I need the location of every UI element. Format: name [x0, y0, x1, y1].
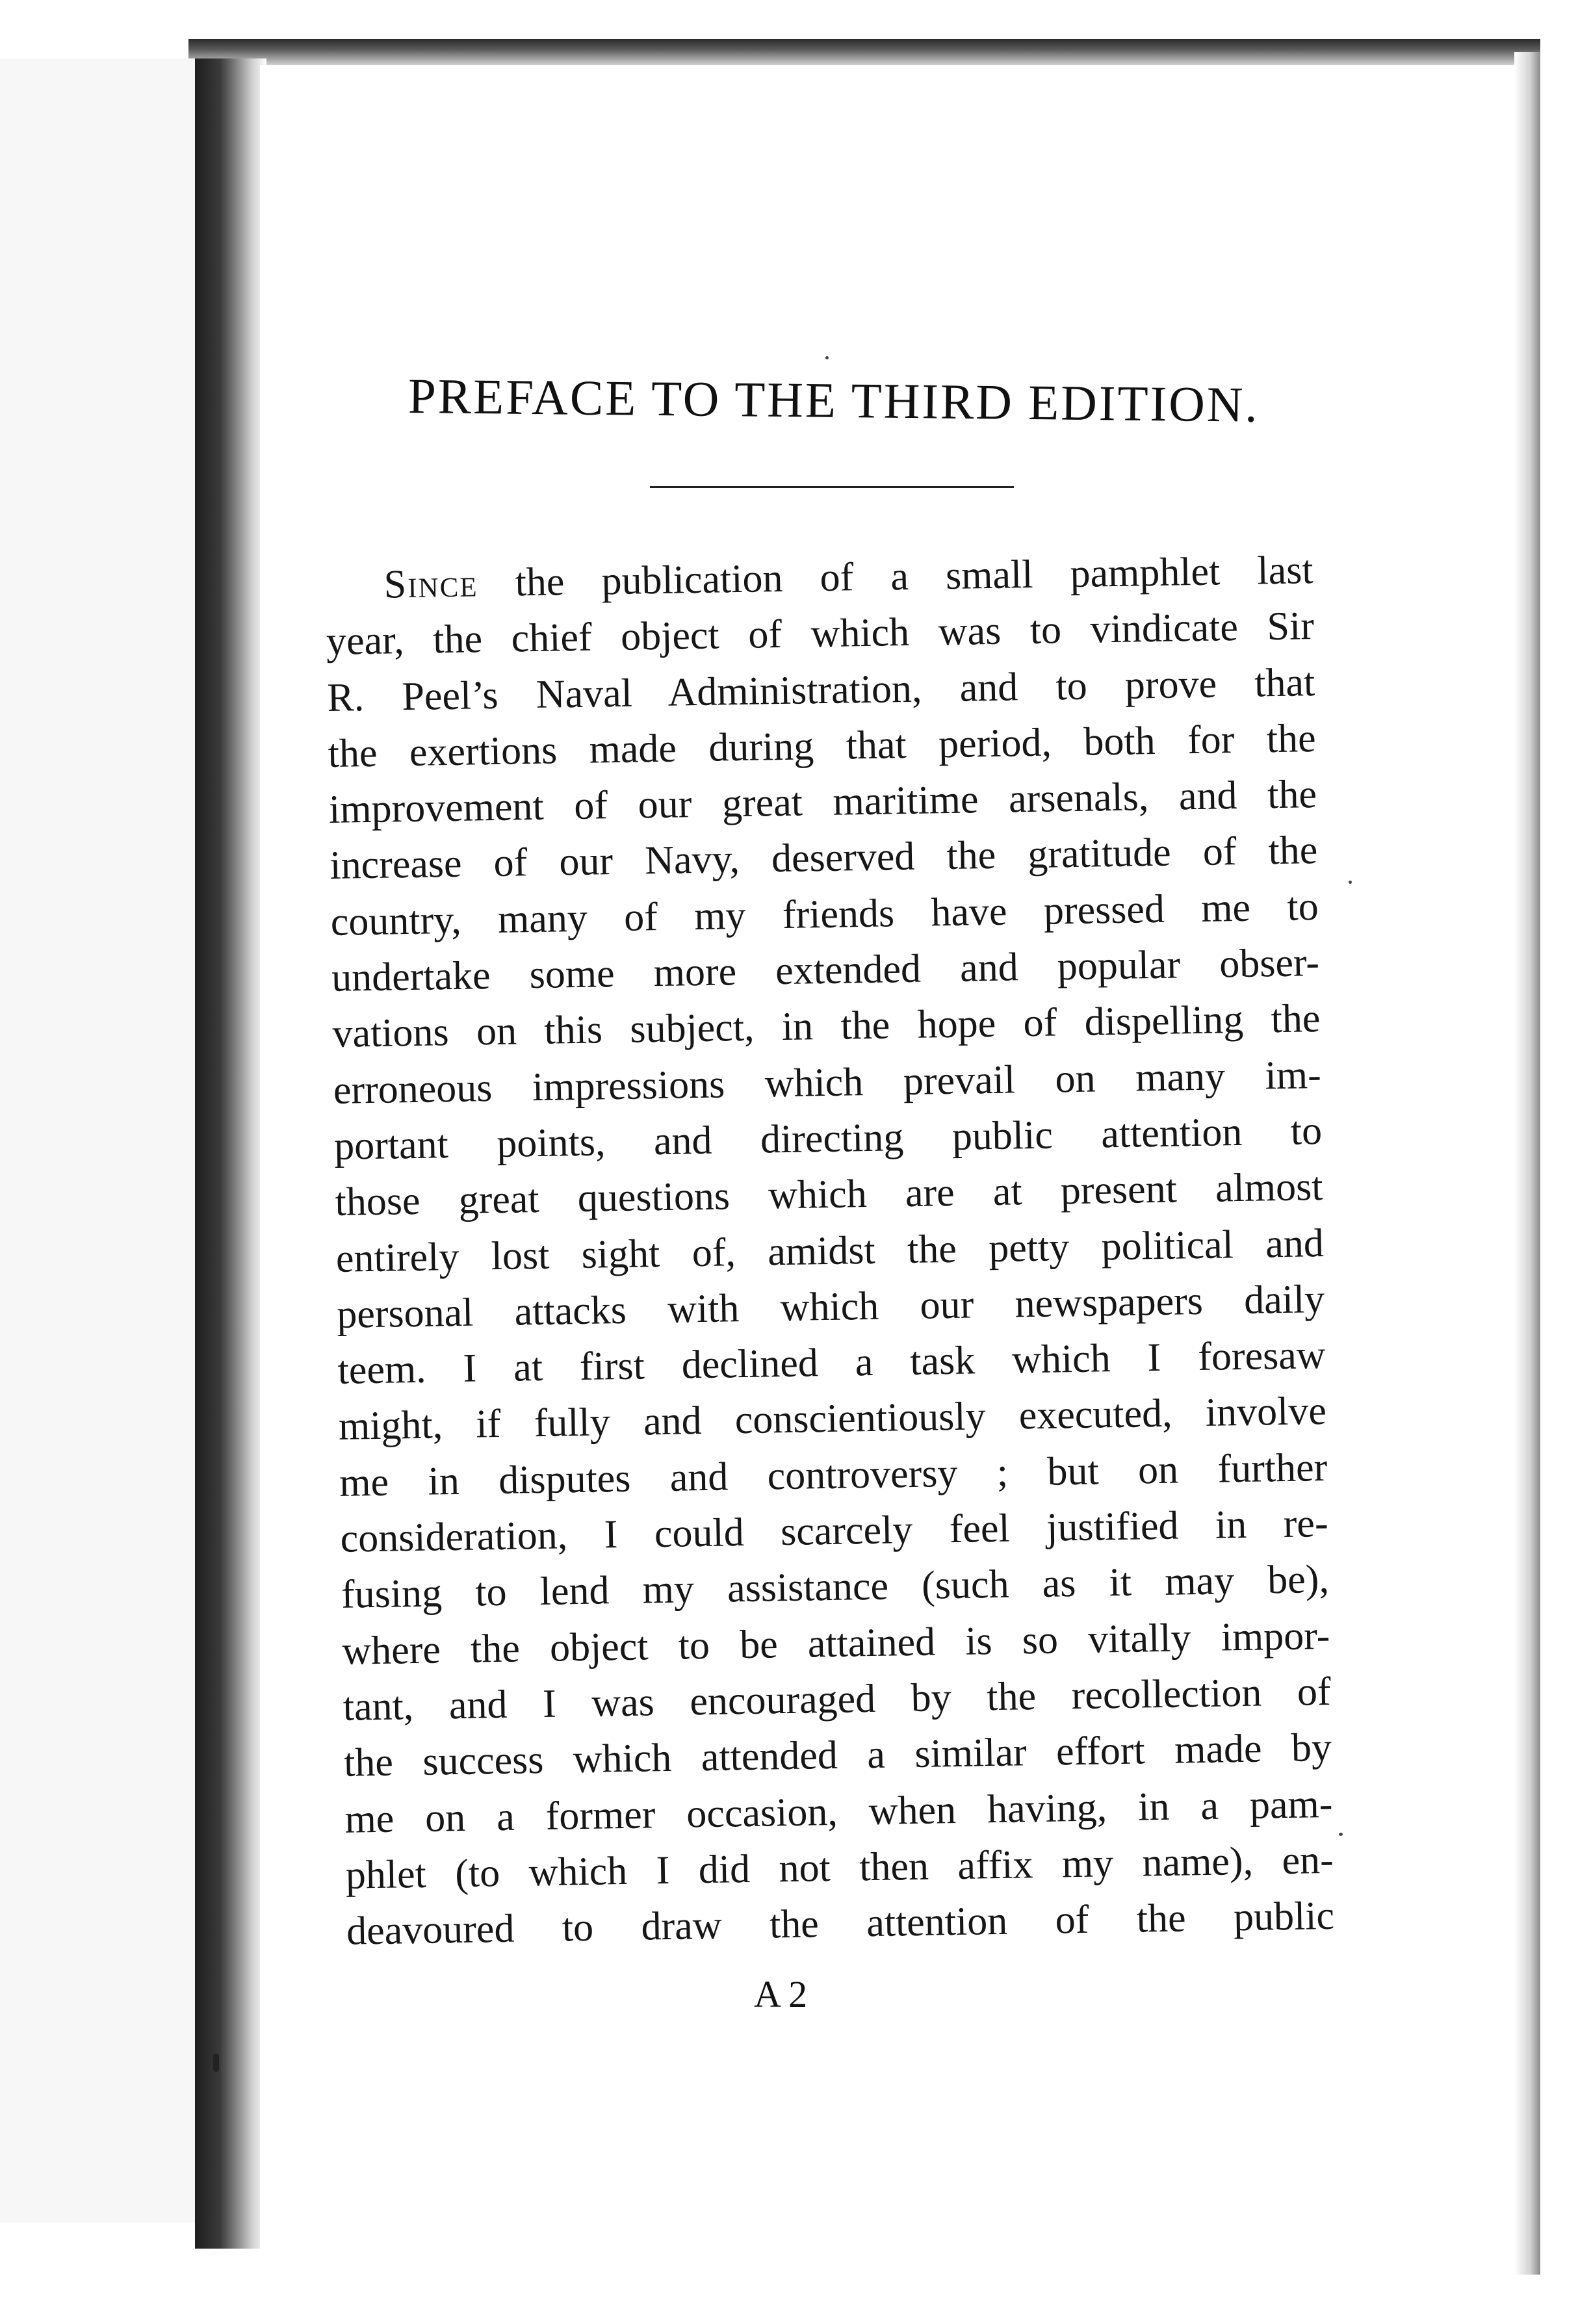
text-line-24: phlet (to which I did not then affix my name), en- [345, 1837, 1334, 1898]
text-line-4: the exertions made during that period, both for the [328, 716, 1317, 776]
paper-speck [825, 356, 829, 359]
line-text: the publication of a small pamphlet last [515, 548, 1314, 605]
text-line-5: improvement of our great maritime arsenals, and the [328, 772, 1317, 833]
text-line-14: personal attacks with which our newspapers daily [336, 1276, 1325, 1337]
printer-signature-mark: A 2 [754, 1973, 808, 2015]
text-line-2: year, the chief object of which was to vindicate Sir [326, 604, 1315, 664]
body-paragraph [325, 542, 1335, 1959]
text-line-12: those great questions which are at present almost [335, 1165, 1323, 1225]
text-line-23: me on a former occasion, when having, in a pam- [344, 1781, 1333, 1842]
text-line-15: teem. I at first declined a task which I foresaw [337, 1333, 1326, 1393]
text-line-6: increase of our Navy, deserved the gratitude of the [329, 828, 1318, 888]
text-line-20: where the object to be attained is so vitally impor- [341, 1613, 1330, 1673]
text-line-3: R. Peel’s Naval Administration, and to prove that [326, 660, 1315, 720]
text-line-18: consideration, I could scarcely feel justified in re- [340, 1501, 1329, 1561]
paper-speck [213, 2054, 219, 2072]
title-rule-divider [650, 486, 1014, 488]
page-edge-shadow [1514, 52, 1540, 2275]
text-line-8: undertake some more extended and popular obser- [331, 940, 1320, 1000]
text-line-17: me in disputes and controversy ; but on further [339, 1445, 1328, 1505]
text-line-11: portant points, and directing public attention to [333, 1108, 1323, 1168]
facing-page [0, 58, 200, 2223]
text-line-21: tant, and I was encouraged by the recollection of [343, 1669, 1332, 1729]
text-line-25: deavoured to draw the attention of the public [346, 1893, 1335, 1954]
text-line-22: the success which attended a similar effort made by [343, 1725, 1332, 1786]
book-gutter-shadow [195, 58, 266, 2249]
page-title: PREFACE TO THE THIRD EDITION. [407, 368, 1260, 433]
scan-top-border [188, 39, 1540, 65]
text-line-7: country, many of my friends have pressed me to [330, 884, 1319, 944]
text-line-13: entirely lost sight of, amidst the petty political and [335, 1220, 1325, 1281]
drop-word: Since [383, 561, 478, 607]
text-line-16: might, if fully and conscientiously executed, involve [338, 1389, 1327, 1449]
paper-speck [1339, 1833, 1343, 1836]
text-line-19: fusing to lend my assistance (such as it may be), [341, 1557, 1330, 1618]
text-line-10: erroneous impressions which prevail on many im- [333, 1052, 1322, 1113]
paper-speck [1349, 881, 1352, 884]
text-line-9: vations on this subject, in the hope of dispelling the [331, 996, 1321, 1057]
